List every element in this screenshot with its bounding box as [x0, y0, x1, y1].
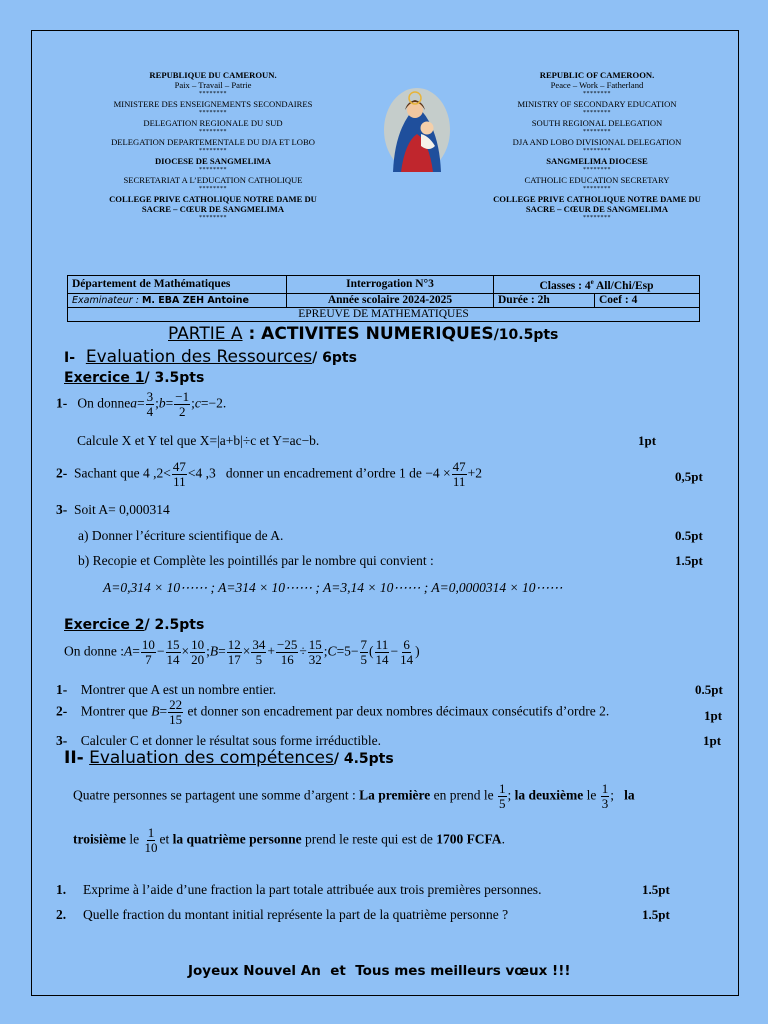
header-left-line: DIOCESE DE SANGMELIMA: [154, 156, 272, 166]
question-text: Sachant que: [74, 465, 140, 481]
points-badge: 1.5pt: [642, 882, 670, 897]
statement-text: le: [129, 831, 140, 847]
header-left-line: SACRE – CŒUR DE SANGMELIMA: [141, 204, 285, 214]
question-text: Montrer que A est un nombre entier.: [80, 682, 277, 697]
header-right-line: COLLEGE PRIVE CATHOLIQUE NOTRE DAME DU: [493, 194, 701, 204]
header-right: [468, 70, 726, 223]
ex1-question-1-calc: Calcule X et Y tel que X=|a+b|÷c et Y=ac−b.: [77, 433, 320, 448]
separator: ********: [199, 167, 227, 173]
separator: ********: [583, 110, 611, 116]
ex1-question-3a: a) Donner l’écriture scientifique de A.: [78, 528, 284, 543]
ex1-fill-blanks: A=0,314 × 10⋯⋯ ; A=314 × 10⋯⋯ ; A=3,14 × 10⋯⋯ ; A=0,0000314 × 10⋯⋯: [103, 580, 563, 595]
separator: ********: [583, 148, 611, 154]
separator: ********: [583, 167, 611, 173]
question-number: 1-: [56, 682, 68, 697]
classes-value: All/Chi/Esp: [593, 279, 654, 292]
fraction: $\frac{47}{11}$: [172, 459, 186, 489]
question-text: Exprime à l’aide d’une fraction la part totale attribuée aux trois premières personnes.: [83, 882, 542, 897]
separator: ********: [199, 215, 227, 221]
ex2-definitions: On donne :A= $\frac{10}{7}$ − $\frac{15}{14}$ × $\frac{10}{20}$ ;B= $\frac{12}{17}$ × $\frac{34}{5}$ + $\frac{-25}{16}$ ÷ $\frac{15}{32}$ ;C=5− $\frac{7}{5}$ ( $\frac{11}{14}$ − $\frac{6}{14}$ ): [64, 637, 420, 667]
fraction: $\frac{3}{4}$: [146, 389, 154, 419]
coef-cell: Coef : 4: [595, 293, 700, 307]
exam-info-table: [67, 275, 700, 322]
statement-text: prend le reste qui est de: [304, 831, 433, 847]
ex2-question-1: [56, 682, 276, 698]
question-number: 2-: [56, 703, 68, 719]
subject-cell: EPREUVE DE MATHEMATIQUES: [68, 307, 700, 321]
question-text: Montrer que: [80, 703, 148, 719]
header-left-line: COLLEGE PRIVE CATHOLIQUE NOTRE DAME DU: [109, 194, 317, 204]
part-a-title: [168, 324, 558, 344]
header-right-line: SACRE – CŒUR DE SANGMELIMA: [525, 204, 669, 214]
question-number: 3-: [56, 502, 68, 517]
header-left-line: DELEGATION DEPARTEMENTALE DU DJA ET LOBO: [111, 137, 315, 147]
section-1-number: I-: [64, 350, 76, 366]
statement-text: Quatre personnes se partagent une somme d’argent :: [73, 787, 356, 803]
statement-bold: La première: [359, 787, 431, 803]
header-right-line: Peace – Work – Fatherland: [550, 80, 644, 90]
exercise-2-points: / 2.5pts: [144, 617, 205, 633]
header-left-line: MINISTERE DES ENSEIGNEMENTS SECONDAIRES: [113, 99, 313, 109]
separator: ********: [583, 91, 611, 97]
separator: ********: [583, 186, 611, 192]
madonna-logo-image: [383, 86, 451, 172]
exercise-1-title: [64, 370, 204, 386]
statement-bold: troisième: [73, 831, 126, 847]
header-left: [84, 70, 342, 223]
ex2-question-3: [56, 733, 381, 749]
section-1-points: / 6pts: [312, 350, 357, 366]
fraction: $\frac{47}{11}$: [452, 459, 466, 489]
header-left-line: SECRETARIAT A L’EDUCATION CATHOLIQUE: [123, 175, 303, 185]
section-2-title: [64, 748, 394, 768]
question-number: 3-: [56, 733, 68, 748]
points-badge: 1pt: [703, 733, 722, 748]
part-a-label: PARTIE A: [168, 324, 243, 344]
header-right-line: REPUBLIC OF CAMEROON.: [539, 70, 655, 80]
duration-cell: Durée : 2h: [494, 293, 595, 307]
comp-question-2: [56, 907, 508, 923]
exercise-2-title: [64, 617, 204, 633]
header-right-line: MINISTRY OF SECONDARY EDUCATION: [517, 99, 677, 109]
header-left-line: REPUBLIQUE DU CAMEROUN.: [149, 70, 277, 80]
points-badge: 1pt: [704, 708, 723, 723]
part-a-points: /10.5pts: [493, 327, 559, 343]
comp-question-1: [56, 882, 541, 898]
header-right-line: SOUTH REGIONAL DELEGATION: [531, 118, 663, 128]
ex1-question-3: [56, 502, 170, 518]
exercise-1-points: / 3.5pts: [144, 370, 205, 386]
section-2-number: II-: [64, 748, 84, 768]
separator: ********: [199, 110, 227, 116]
points-badge: 0.5pt: [695, 682, 723, 697]
header-right-line: SANGMELIMA DIOCESE: [546, 156, 648, 166]
separator: ********: [199, 129, 227, 135]
classes-label: Classes : 4: [539, 279, 591, 292]
section-1-label: Evaluation des Ressources: [85, 347, 313, 367]
separator: ********: [199, 148, 227, 154]
question-text: donner un encadrement d’ordre 1 de: [225, 465, 422, 481]
header-left-line: DELEGATION REGIONALE DU SUD: [143, 118, 283, 128]
question-text: On donne: [77, 395, 131, 411]
examiner-name: M. EBA ZEH Antoine: [141, 294, 249, 306]
statement-bold: la quatrième personne: [172, 831, 302, 847]
section-2-points: / 4.5pts: [333, 751, 394, 767]
exercise-1-label: Exercice 1: [64, 370, 145, 386]
header-right-line: DJA AND LOBO DIVISIONAL DELEGATION: [512, 137, 682, 147]
classes-cell: [494, 276, 700, 294]
question-text: Calculer C et donner le résultat sous forme irréductible.: [80, 733, 382, 748]
points-badge: 0,5pt: [675, 469, 703, 484]
examiner-label: Examinateur :: [72, 294, 139, 306]
question-text: On donne :: [64, 643, 124, 659]
question-number: 1.: [56, 882, 67, 897]
section-1-title: [64, 347, 357, 367]
question-text: Soit A= 0,000314: [74, 502, 170, 517]
ex1-question-2: 2- Sachant que 4 ,2< $\frac{47}{11}$ <4 ,3 donner un encadrement d’ordre 1 de −4 × $\frac{47}{11}$ +2: [56, 459, 483, 489]
statement-bold: la deuxième: [514, 787, 584, 803]
header-left-line: Paix – Travail – Patrie: [174, 80, 252, 90]
footer-greeting: Joyeux Nouvel An et Tous mes meilleurs vœux !!!: [188, 963, 571, 979]
year-cell: Année scolaire 2024-2025: [287, 293, 494, 307]
department-cell: Département de Mathématiques: [68, 276, 287, 294]
separator: ********: [199, 186, 227, 192]
points-badge: 0.5pt: [675, 528, 703, 543]
competence-statement-line-1: Quatre personnes se partagent une somme d’argent : La première en prend le $\frac{1}{5}$ ; la deuxième le $\frac{1}{3}$ ; la: [73, 781, 635, 811]
competence-statement-line-2: troisième le $\frac{1}{10}$ et la quatrième personne prend le reste qui est de 1700 FCFA.: [73, 825, 505, 855]
statement-bold: 1700 FCFA: [436, 831, 502, 847]
separator: ********: [583, 129, 611, 135]
test-cell: Interrogation N°3: [287, 276, 494, 294]
separator: ********: [583, 215, 611, 221]
statement-bold: la: [624, 787, 635, 803]
part-a-subtitle: : ACTIVITES NUMERIQUES: [242, 324, 494, 344]
header-right-line: CATHOLIC EDUCATION SECRETARY: [524, 175, 670, 185]
examiner-cell: [68, 293, 287, 307]
question-number: 1-: [56, 395, 68, 411]
exercise-2-label: Exercice 2: [64, 617, 145, 633]
ex2-question-2: 2- Montrer que B= $\frac{22}{15}$ et donner son encadrement par deux nombres décimaux consécutifs d’ordre 2.: [56, 697, 610, 727]
statement-text: le: [586, 787, 597, 803]
points-badge: 1pt: [638, 433, 657, 448]
points-badge: 1.5pt: [675, 553, 703, 568]
fraction: $\frac{-1}{2}$: [175, 389, 190, 419]
statement-text: en prend le: [433, 787, 494, 803]
separator: ********: [199, 91, 227, 97]
question-number: 2.: [56, 907, 67, 922]
section-2-label: Evaluation des compétences: [89, 748, 334, 768]
ex1-question-3b: b) Recopie et Complète les pointillés par le nombre qui convient :: [78, 553, 434, 568]
question-text: et donner son encadrement par deux nombres décimaux consécutifs d’ordre 2.: [187, 703, 610, 719]
question-number: 2-: [56, 465, 68, 481]
question-text: Quelle fraction du montant initial représente la part de la quatrième personne ?: [83, 907, 509, 922]
statement-text: et: [159, 831, 170, 847]
classes-sup: e: [590, 278, 594, 286]
points-badge: 1.5pt: [642, 907, 670, 922]
ex1-question-1: 1- On donnea= $\frac{3}{4}$ ;b= $\frac{-1}{2}$ ;c=−2.: [56, 389, 227, 419]
